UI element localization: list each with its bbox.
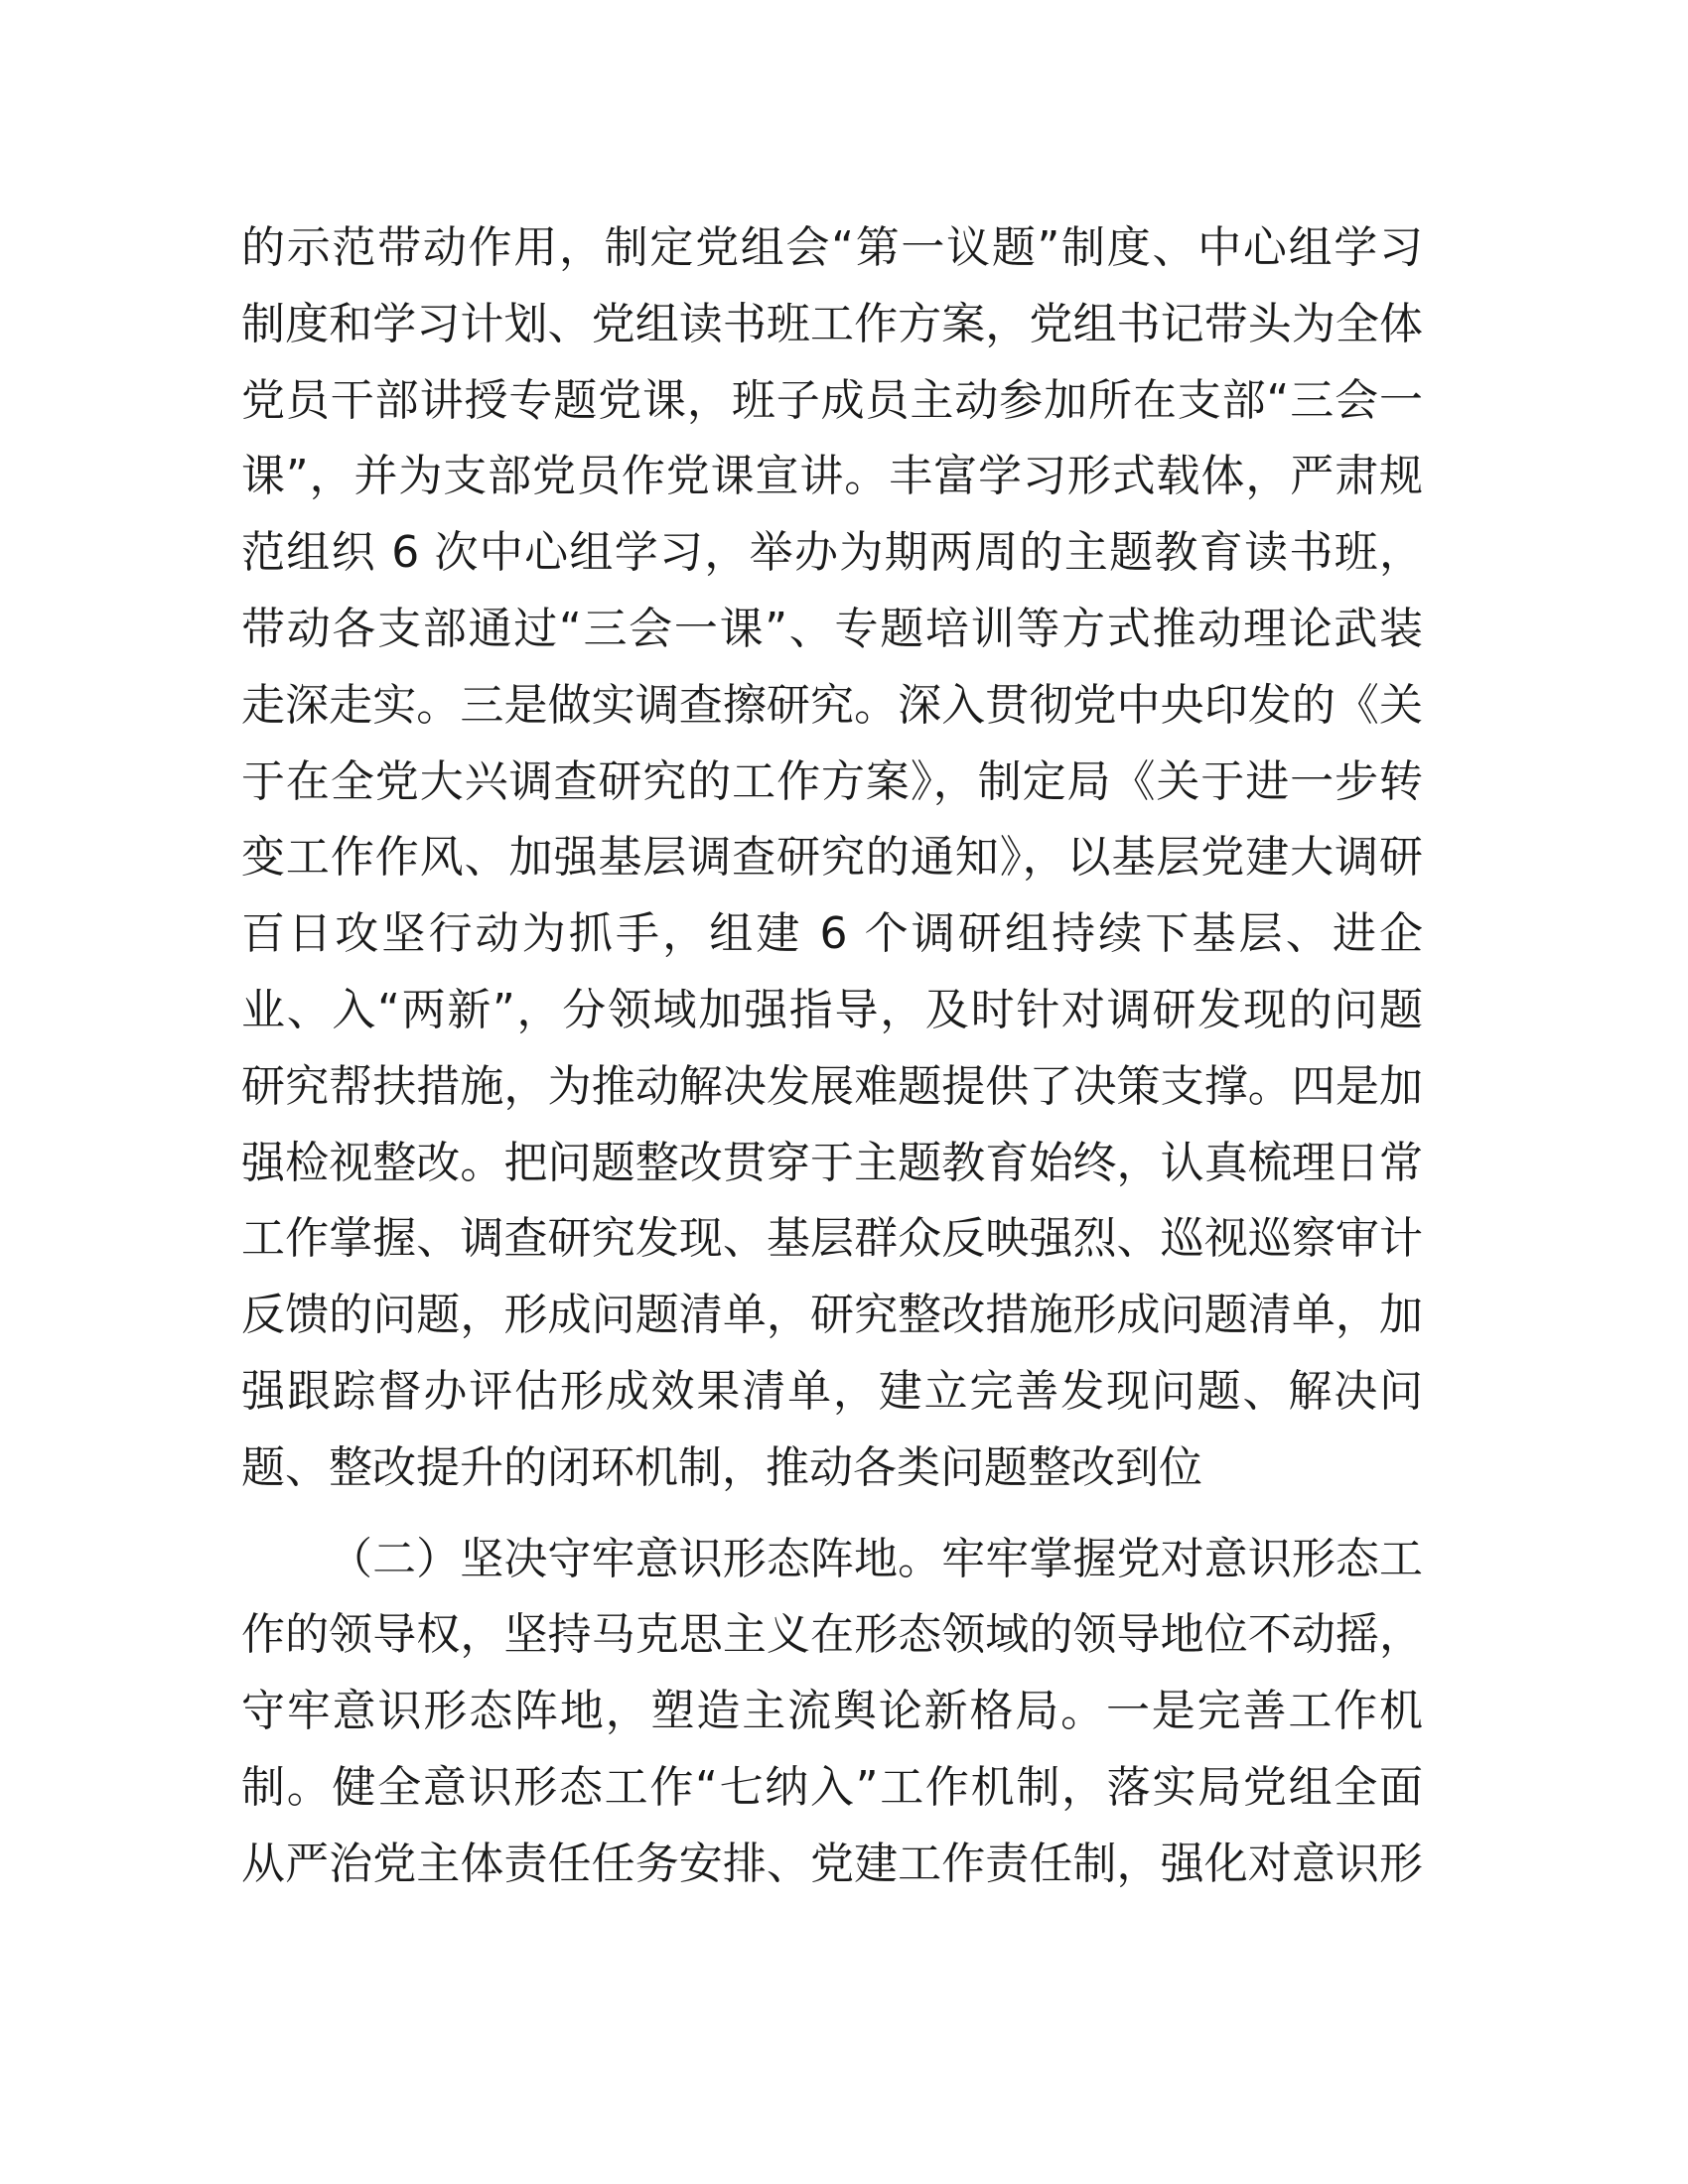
text-line: 题、整改提升的闭环机制，推动各类问题整改到位 xyxy=(241,1441,1202,1493)
text-line: 作的领导权，坚持马克思主义在形态领域的领导地位不动摇， xyxy=(241,1609,1423,1661)
text-line: 党员干部讲授专题党课，班子成员主动参加所在支部“三会一 xyxy=(241,374,1423,426)
text-line: 走深走实。三是做实调查擦研究。深入贯彻党中央印发的《关 xyxy=(241,679,1423,731)
text-line: 课”，并为支部党员作党课宣讲。丰富学习形式载体，严肃规 xyxy=(241,451,1423,502)
text-line: 于在全党大兴调查研究的工作方案》，制定局《关于进一步转 xyxy=(241,755,1423,807)
text-line: 从严治党主体责任任务安排、党建工作责任制，强化对意识形 xyxy=(241,1838,1423,1889)
text-line: 带动各支部通过“三会一课”、专题培训等方式推动理论武装 xyxy=(241,603,1423,654)
text-line: 制度和学习计划、党组读书班工作方案，党组书记带头为全体 xyxy=(241,298,1423,349)
paragraph-study-implementation xyxy=(241,210,1423,1507)
text-line: 的示范带动作用，制定党组会“第一议题”制度、中心组学习 xyxy=(241,222,1423,273)
text-line: 反馈的问题，形成问题清单，研究整改措施形成问题清单，加 xyxy=(241,1290,1423,1341)
text-line: 工作掌握、调查研究发现、基层群众反映强烈、巡视巡察审计 xyxy=(241,1213,1423,1265)
text-line: 研究帮扶措施，为推动解决发展难题提供了决策支撑。四是加 xyxy=(241,1060,1423,1112)
text-line: 守牢意识形态阵地，塑造主流舆论新格局。一是完善工作机 xyxy=(241,1686,1423,1737)
paragraph-ideology-front xyxy=(241,1522,1423,1903)
text-line: 范组织 6 次中心组学习，举办为期两周的主题教育读书班， xyxy=(241,527,1423,579)
text-line: 变工作作风、加强基层调查研究的通知》，以基层党建大调研 xyxy=(241,832,1423,884)
text-line: 百日攻坚行动为抓手，组建 6 个调研组持续下基层、进企 xyxy=(241,908,1423,960)
text-line: （二）坚决守牢意识形态阵地。牢牢掌握党对意识形态工 xyxy=(329,1533,1423,1584)
text-line: 业、入“两新”，分领域加强指导，及时针对调研发现的问题 xyxy=(241,984,1423,1035)
text-line: 强跟踪督办评估形成效果清单，建立完善发现问题、解决问 xyxy=(241,1365,1423,1417)
document-page xyxy=(241,210,1423,1903)
text-line: 制。健全意识形态工作“七纳入”工作机制，落实局党组全面 xyxy=(241,1761,1423,1813)
text-line: 强检视整改。把问题整改贯穿于主题教育始终，认真梳理日常 xyxy=(241,1137,1423,1188)
